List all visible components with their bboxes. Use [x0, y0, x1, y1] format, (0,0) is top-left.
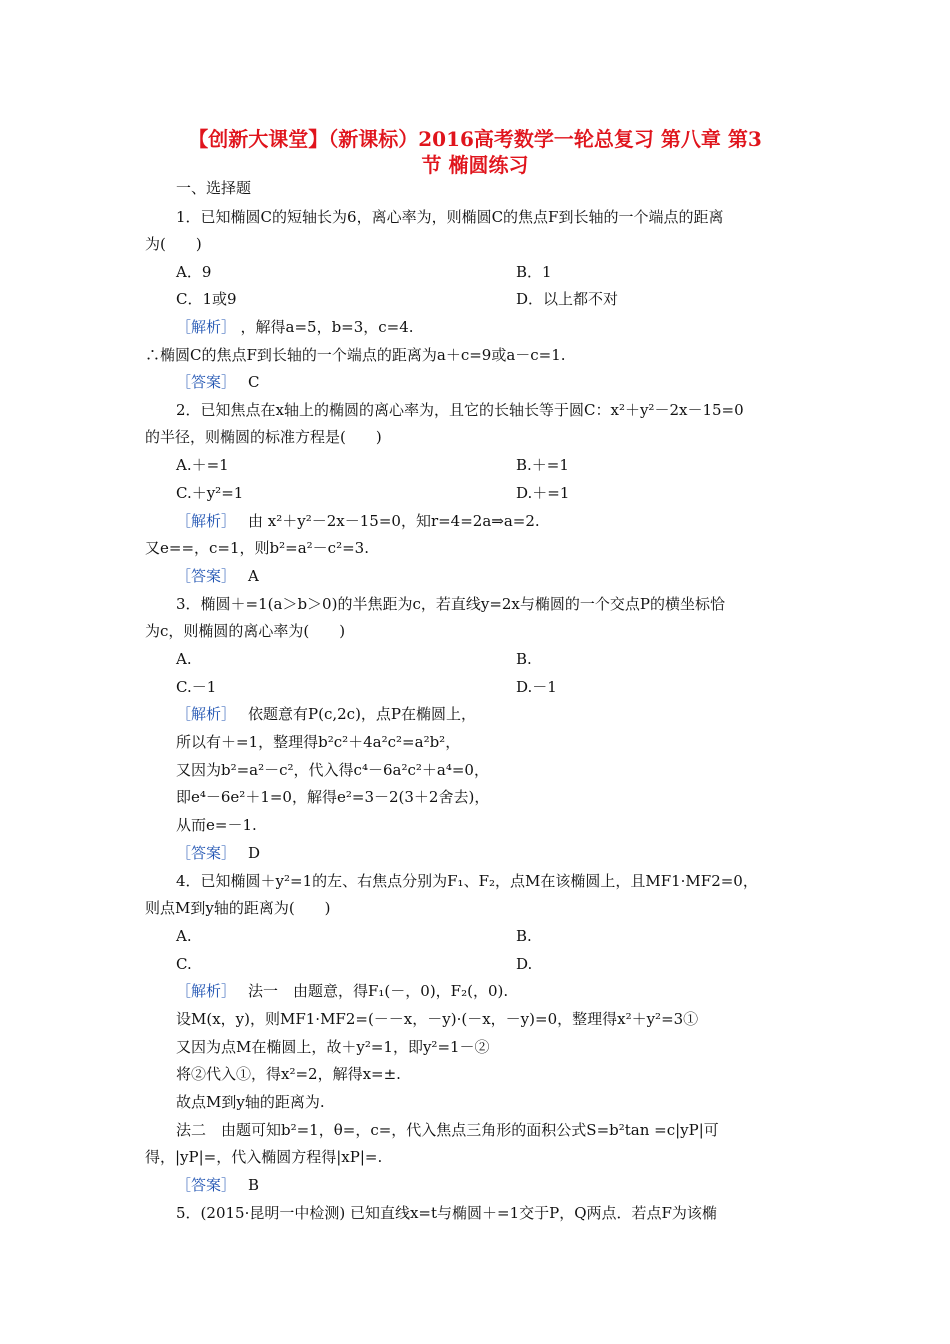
question-2-stem: 2．已知焦点在x轴上的椭圆的离心率为，且它的长轴长等于圆C：x²＋y²－2x－15=0	[176, 401, 744, 419]
question-1-answer	[176, 372, 856, 392]
question-4-analysis-line: 法二 由题可知b²=1，θ=，c=，代入焦点三角形的面积公式S=b²tan =c|yP|可	[176, 1121, 719, 1139]
question-3-stem: 3．椭圆＋=1(a＞b＞0)的半焦距为c，若直线y=2x与椭圆的一个交点P的横坐标恰	[176, 595, 725, 613]
question-1-option-b: B．1	[516, 263, 552, 281]
analysis-tag: ［解析］	[176, 705, 237, 723]
question-4-option-d: D.	[516, 955, 533, 973]
question-2-analysis	[176, 511, 856, 531]
question-2-option-c: C.＋y²=1	[176, 484, 244, 502]
question-4-analysis-line: 设M(x，y)，则MF1·MF2=(－－x，－y)·(－x，－y)=0，整理得x²＋y²=3①	[176, 1010, 699, 1028]
question-3-option-c: C.－1	[176, 678, 217, 696]
question-2-stem-cont: 的半径，则椭圆的标准方程是( )	[145, 428, 382, 446]
question-2-option-a: A.＋=1	[176, 456, 229, 474]
question-1-option-d: D．以上都不对	[516, 290, 619, 308]
question-3-option-b: B.	[516, 650, 532, 668]
question-2-option-d: D.＋=1	[516, 484, 570, 502]
section-heading: 一、选择题	[176, 179, 252, 197]
question-3-option-a: A.	[176, 650, 192, 668]
analysis-text: 法一 由题意，得F₁(－，0)，F₂(，0).	[248, 982, 509, 1000]
question-1-option-a: A．9	[176, 263, 212, 281]
question-2-analysis-line: 又e==，c=1，则b²=a²－c²=3.	[145, 539, 369, 557]
answer-tag: ［答案］	[176, 844, 237, 862]
answer-value: B	[248, 1176, 260, 1194]
question-4-option-b: B.	[516, 927, 532, 945]
question-3-analysis-line: 所以有＋=1，整理得b²c²＋4a²c²=a²b²，	[176, 733, 461, 751]
question-3-analysis-line: 又因为b²=a²－c²，代入得c⁴－6a²c²＋a⁴=0，	[176, 761, 489, 779]
answer-value: C	[248, 373, 260, 391]
question-5-stem: 5．(2015·昆明一中检测) 已知直线x=t与椭圆＋=1交于P，Q两点．若点F为该椭	[176, 1204, 717, 1222]
question-3-stem-cont: 为c，则椭圆的离心率为( )	[145, 622, 346, 640]
analysis-tag: ［解析］	[176, 318, 229, 336]
answer-tag: ［答案］	[176, 1176, 237, 1194]
analysis-tag: ［解析］	[176, 512, 237, 530]
analysis-text: 由 x²＋y²－2x－15=0，知r=4=2a⇒a=2.	[248, 512, 540, 530]
question-4-analysis	[176, 981, 856, 1001]
question-4-answer	[176, 1175, 856, 1195]
question-1-analysis-line: ∴椭圆C的焦点F到长轴的一个端点的距离为a＋c=9或a－c=1.	[145, 346, 566, 364]
question-1-analysis	[176, 317, 856, 337]
document-title-line-2: 节 椭圆练习	[421, 153, 529, 177]
question-4-option-a: A.	[176, 927, 192, 945]
question-2-option-b: B.＋=1	[516, 456, 569, 474]
question-4-analysis-line: 故点M到y轴的距离为.	[176, 1093, 325, 1111]
analysis-text: 依题意有P(c,2c)，点P在椭圆上，	[248, 705, 477, 723]
question-3-answer	[176, 843, 856, 863]
question-4-analysis-line: 又因为点M在椭圆上，故＋y²=1，即y²=1－②	[176, 1038, 490, 1056]
question-2-answer	[176, 566, 856, 586]
question-4-analysis-line: 得，|yP|=，代入椭圆方程得|xP|=.	[145, 1148, 383, 1166]
question-1-stem: 1．已知椭圆C的短轴长为6，离心率为，则椭圆C的焦点F到长轴的一个端点的距离	[176, 208, 724, 226]
answer-tag: ［答案］	[176, 567, 237, 585]
question-1-stem-cont: 为( )	[145, 235, 202, 253]
question-4-stem-cont: 则点M到y轴的距离为( )	[145, 899, 331, 917]
question-4-option-c: C.	[176, 955, 192, 973]
question-3-analysis	[176, 704, 856, 724]
document-title-line-1: 【创新大课堂】（新课标）2016高考数学一轮总复习 第八章 第3	[188, 127, 762, 151]
question-4-stem: 4．已知椭圆＋y²=1的左、右焦点分别为F₁、F₂，点M在该椭圆上，且MF1·MF2=0，	[176, 872, 758, 890]
analysis-tag: ［解析］	[176, 982, 237, 1000]
answer-tag: ［答案］	[176, 373, 237, 391]
answer-value: D	[248, 844, 261, 862]
question-3-option-d: D.－1	[516, 678, 557, 696]
analysis-text: ，解得a=5，b=3，c=4.	[240, 318, 414, 336]
question-1-option-c: C．1或9	[176, 290, 237, 308]
question-3-analysis-line: 即e⁴－6e²＋1=0，解得e²=3－2(3＋2舍去)，	[176, 788, 490, 806]
question-4-analysis-line: 将②代入①，得x²=2，解得x=±.	[176, 1065, 401, 1083]
question-3-analysis-line: 从而e=－1.	[176, 816, 257, 834]
answer-value: A	[248, 567, 259, 585]
